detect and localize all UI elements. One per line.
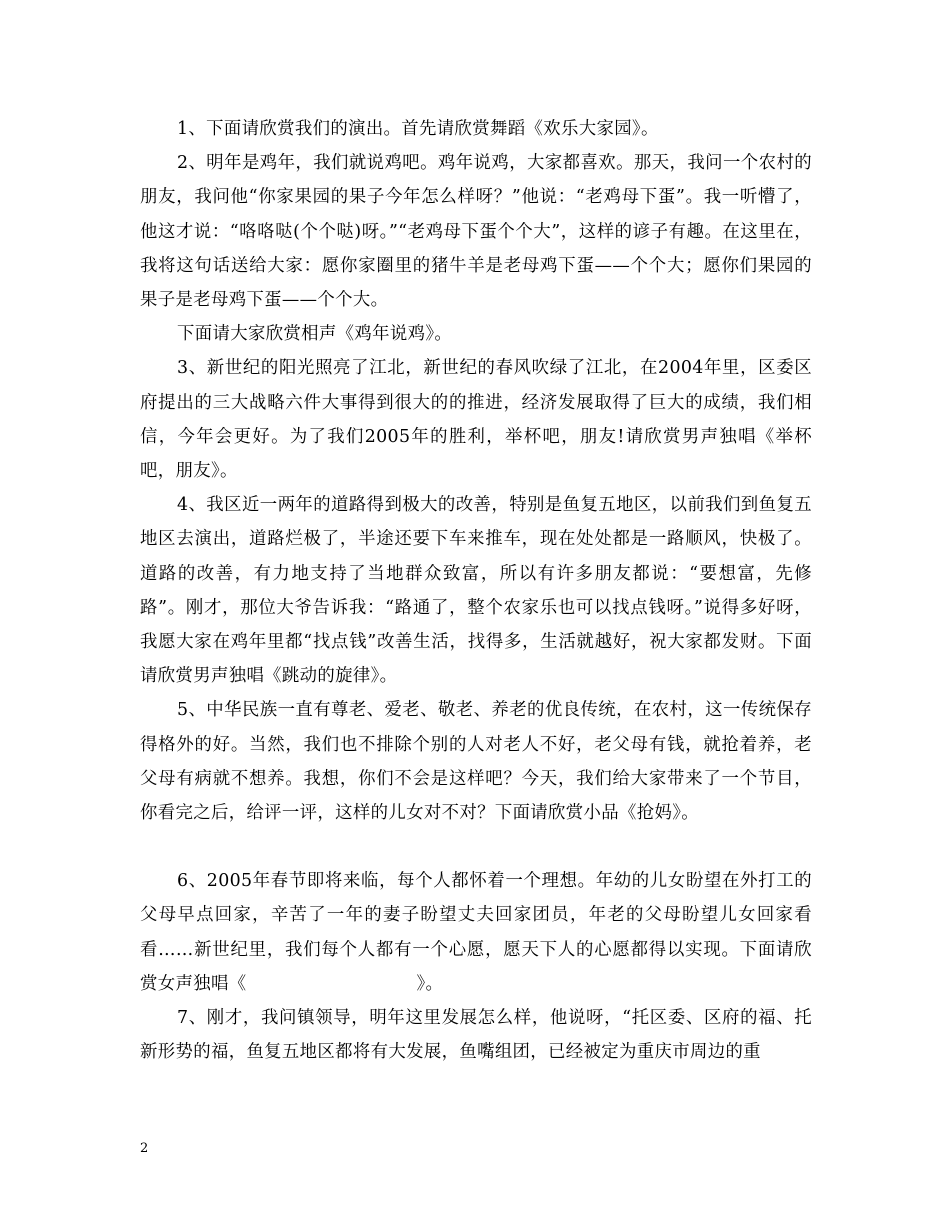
- paragraph-2-continued: 下面请大家欣赏相声《鸡年说鸡》。: [177, 324, 453, 345]
- paragraph-3: 3、新世纪的阳光照亮了江北，新世纪的春风吹绿了江北，在2004年里，区委区府提出的三大战略六件大事得到很大的的推进，经济发展取得了巨大的成绩，我们相信，今年会更好。为了我们2005年的胜利，举杯吧，朋友!请欣赏男声独唱《举杯吧，朋友》。: [140, 358, 812, 482]
- paragraph-gap: [140, 830, 812, 864]
- paragraph-6-text: 6、2005年春节即将来临，每个人都怀着一个理想。年幼的儿女盼望在外打工的父母早点回家，辛苦了一年的妻子盼望丈夫回家团员，年老的父母盼望儿女回家看看……新世纪里，我们每个人都有一个心愿，愿天下人的心愿都得以实现。下面请欣赏女声独唱《: [140, 871, 812, 994]
- paragraph-4: 4、我区近一两年的道路得到极大的改善，特别是鱼复五地区，以前我们到鱼复五地区去演出，道路烂极了，半途还要下车来推车，现在处处都是一路顺风，快极了。道路的改善，有力地支持了当地群众致富，所以有许多朋友都说：“要想富，先修路”。刚才，那位大爷告诉我：“路通了，整个农家乐也可以找点钱呀。”说得多好呀，我愿大家在鸡年里都“找点钱”改善生活，找得多，生活就越好，祝大家都发财。下面请欣赏男声独唱《跳动的旋律》。: [140, 495, 812, 687]
- paragraph-6: [140, 864, 812, 1001]
- paragraph-5: 5、中华民族一直有尊老、爱老、敬老、养老的优良传统，在农村，这一传统保存得格外的好。当然，我们也不排除个别的人对老人不好，老父母有钱，就抢着养，老父母有病就不想养。我想，你们不会是这样吧？今天，我们给大家带来了一个节目，你看完之后，给评一评，这样的儿女对不对？下面请欣赏小品《抢妈》。: [140, 700, 812, 824]
- page-number: 2: [140, 1141, 149, 1156]
- paragraph-7: 7、刚才，我问镇领导，明年这里发展怎么样，他说呀，“托区委、区府的福、托新形势的福，鱼复五地区都将有大发展，鱼嘴组团，已经被定为重庆市周边的重: [140, 1008, 812, 1063]
- paragraph-6-ending: 》。: [416, 973, 444, 994]
- document-body: [140, 112, 812, 1069]
- paragraph-1: 1、下面请欣赏我们的演出。首先请欣赏舞蹈《欢乐大家园》。: [177, 119, 659, 139]
- paragraph-2: 2、明年是鸡年，我们就说鸡吧。鸡年说鸡，大家都喜欢。那天，我问一个农村的朋友，我问他“你家果园的果子今年怎么样呀？”他说：“老鸡母下蛋”。我一听懵了，他这才说：“咯咯哒(个个哒)呀。”“老鸡母下蛋个个大”，这样的谚子有趣。在这里在，我将这句话送给大家：愿你家圈里的猪牛羊是老母鸡下蛋——个个大；愿你们果园的果子是老母鸡下蛋——个个大。: [140, 153, 812, 311]
